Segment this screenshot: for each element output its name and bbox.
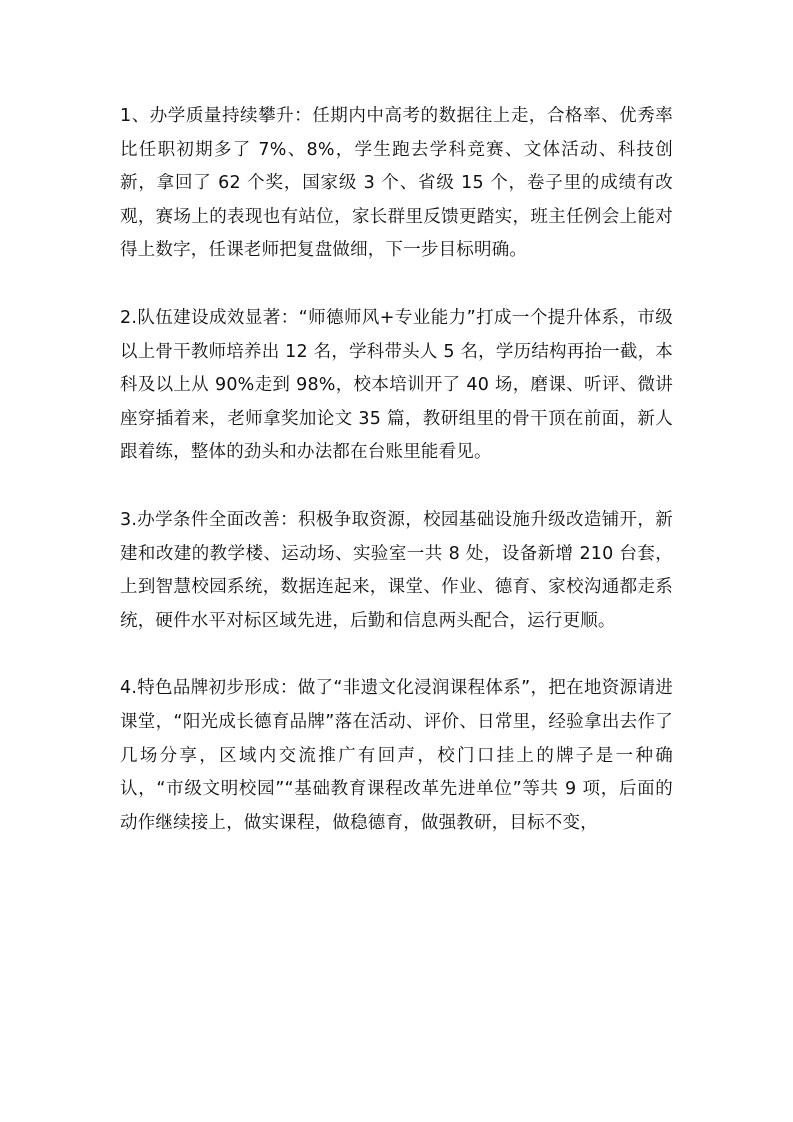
document-body	[120, 100, 673, 874]
paragraph-featured-brand: 4.特色品牌初步形成：做了“非遗文化浸润课程体系”，把在地资源请进课堂，“阳光成长德育品牌”落在活动、评价、日常里，经验拿出去作了几场分享，区域内交流推广有回声，校门口挂上的牌子是一种确认，“市级文明校园”“基础教育课程改革先进单位”等共 9 项，后面的动作继续接上，做实课程，做稳德育，做强教研，目标不变，	[120, 678, 673, 833]
paragraph-staff-development: 2.队伍建设成效显著：“师德师风+专业能力”打成一个提升体系，市级以上骨干教师培养出 12 名，学科带头人 5 名，学历结构再抬一截，本科及以上从 90%走到 98%，校本培训开了 40 场，磨课、听评、微讲座穿插着来，老师拿奖加论文 35 篇，教研组里的骨干顶在前面，新人跟着练，整体的劲头和办法都在台账里能看见。	[120, 307, 673, 463]
paragraph-teaching-quality: 1、办学质量持续攀升：任期内中高考的数据往上走，合格率、优秀率比任职初期多了 7%、8%，学生跑去学科竞赛、文体活动、科技创新，拿回了 62 个奖，国家级 3 个、省级 15 个，卷子里的成绩有改观，赛场上的表现也有站位，家长群里反馈更踏实，班主任例会上能对得上数字，任课老师把复盘做细，下一步目标明确。	[120, 106, 673, 261]
paragraph-school-facilities: 3.办学条件全面改善：积极争取资源，校园基础设施升级改造铺开，新建和改建的教学楼、运动场、实验室一共 8 处，设备新增 210 台套，上到智慧校园系统，数据连起来，课堂、作业、德育、家校沟通都走系统，硬件水平对标区域先进，后勤和信息两头配合，运行更顺。	[120, 509, 673, 631]
